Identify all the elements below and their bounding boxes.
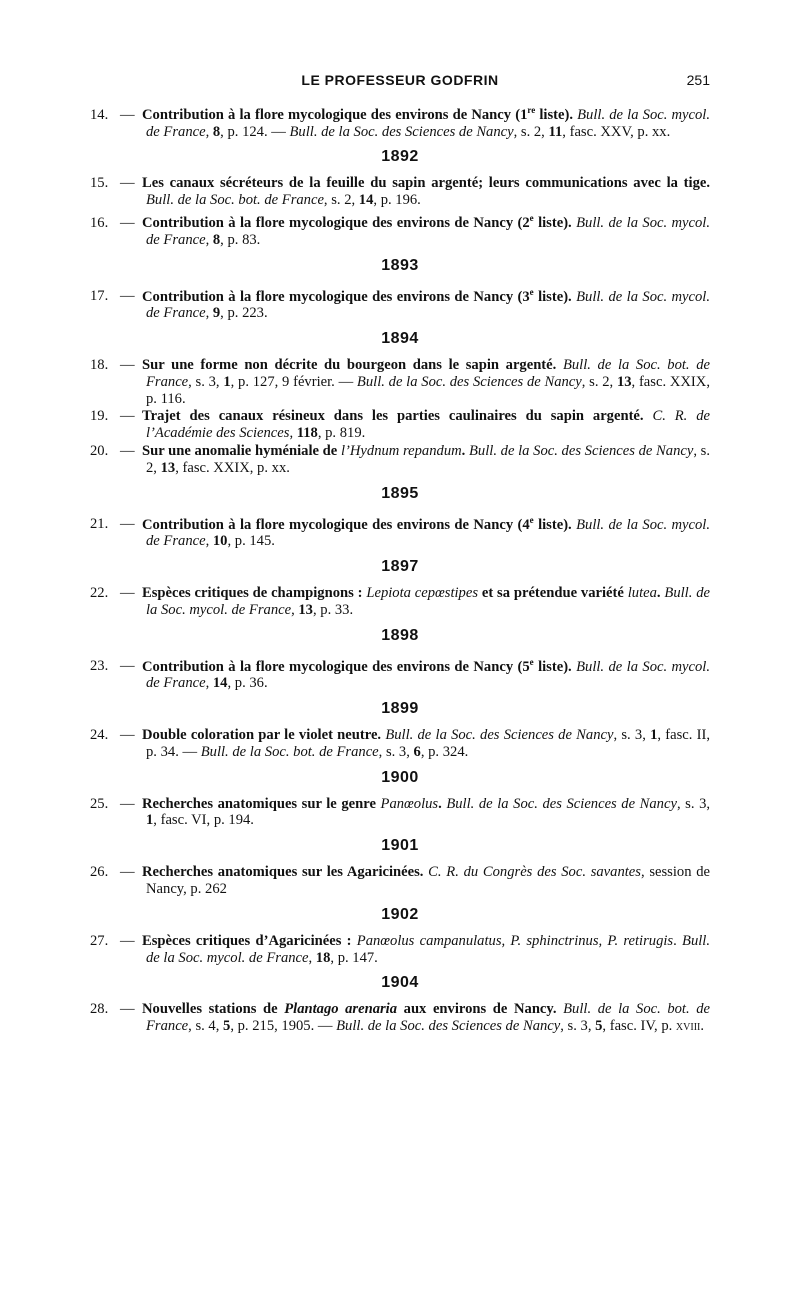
bibliography-entry (90, 357, 710, 407)
entry-text: Contribution à la flore mycologique des environs de Nancy (3 (142, 288, 530, 305)
entry-text: liste). (533, 214, 577, 231)
entry-text: , (205, 305, 213, 322)
entry-number: 22. (90, 584, 109, 601)
entry-text: Bull. de la Soc. des Sciences de Nancy (336, 1018, 561, 1035)
entry-text: 8 (212, 231, 221, 248)
entry-text: Bull. de la Soc. bot. de France (200, 743, 379, 760)
entry-text: Bull. de la Soc. mycol. de France (146, 516, 711, 550)
entry-text: e (529, 514, 534, 525)
year-heading: 1901 (381, 837, 419, 855)
entry-number: 17. (90, 288, 109, 305)
entry-dash: — (120, 1001, 135, 1018)
entry-text: 18 (315, 949, 331, 966)
entry-dash: — (120, 214, 135, 231)
bibliography-entry (90, 727, 710, 761)
entry-text: , p. 127, 9 février. — (230, 373, 357, 390)
entry-text: Bull. de la Soc. mycol. de France (146, 214, 711, 248)
year-heading: 1897 (381, 557, 419, 575)
entry-text: . (656, 584, 665, 601)
bibliography-entry (90, 933, 710, 967)
entry-dash: — (120, 442, 135, 459)
entry-number: 28. (90, 1001, 109, 1018)
entry-text: Trajet des canaux résineux dans les parties caulinaires du sapin argenté. (142, 408, 653, 425)
entry-text: Bull. de la Soc. des Sciences de Nancy (385, 727, 614, 744)
entry-text: , session de Nancy, p. 262 (146, 864, 711, 898)
entry-text: Bull. de la Soc. mycol. de France (146, 584, 710, 618)
entry-text: lutea (627, 584, 657, 601)
entry-dash: — (120, 658, 135, 675)
entry-number: 23. (90, 658, 109, 675)
entry-text: C. R. de l’Académie des Sciences (146, 408, 710, 442)
entry-text: liste). (533, 288, 577, 305)
entry-text: Lepiota cepœstipes (366, 584, 479, 601)
entry-text: l’Hydnum repandum (340, 442, 462, 459)
entry-number: 16. (90, 214, 109, 231)
entry-text: 1 (223, 373, 231, 390)
year-heading: 1894 (381, 329, 419, 347)
entry-number: 18. (90, 356, 109, 373)
entry-text: , s. 3, (188, 373, 224, 390)
entry-text: , p. 36. (227, 675, 268, 692)
entry-text: 6 (413, 743, 421, 760)
bibliography-entry (90, 102, 710, 140)
entry-number: 25. (90, 795, 109, 812)
entry-text: , s. 3, (676, 795, 711, 812)
entry-text: Bull. de la Soc. des Sciences de Nancy (469, 442, 694, 459)
year-heading: 1892 (381, 148, 419, 166)
entry-text: 5 (223, 1018, 231, 1035)
entry-number: 14. (90, 106, 109, 123)
bibliography-entry (90, 585, 710, 619)
year-heading: 1902 (381, 905, 419, 923)
entry-text: 118 (296, 425, 318, 442)
entry-dash: — (120, 932, 135, 949)
entry-text: xviii (675, 1018, 701, 1035)
entry-text: . (673, 932, 683, 949)
entry-text: , s. 2, (146, 442, 711, 476)
entry-text: C. R. du Congrès des Soc. savantes (428, 864, 641, 881)
entry-text: liste). (535, 106, 578, 123)
entry-number: 21. (90, 516, 109, 533)
entry-text: Panœolus (380, 795, 439, 812)
entry-text: , p. 819. (317, 425, 366, 442)
entry-dash: — (120, 408, 135, 425)
entry-text: e (529, 286, 534, 297)
entry-text: , p. 223. (220, 305, 268, 322)
year-heading: 1898 (381, 626, 419, 644)
entry-text: , (205, 231, 213, 248)
entry-text: , (289, 425, 297, 442)
entry-text: , p. 147. (330, 949, 378, 966)
entry-text: liste). (533, 516, 577, 533)
entry-text: , p. 33. (312, 601, 354, 618)
entry-number: 26. (90, 864, 109, 881)
entry-text: . (438, 795, 447, 812)
entry-dash: — (120, 727, 135, 744)
entry-text: Contribution à la flore mycologique des environs de Nancy (5 (142, 658, 530, 675)
entry-dash: — (120, 864, 135, 881)
entry-text: 9 (212, 305, 221, 322)
entry-number: 27. (90, 932, 109, 949)
bibliography-entry (90, 284, 710, 322)
entry-dash: — (120, 288, 135, 305)
entry-text: 5 (595, 1018, 603, 1035)
entry-text: 13 (616, 373, 632, 390)
entry-text: Bull. de la Soc. bot. de France (146, 1001, 710, 1035)
entry-text: , (308, 949, 316, 966)
entry-text: e (529, 213, 534, 224)
entry-text: re (527, 105, 536, 115)
entry-text: 8 (212, 123, 221, 140)
entry-text: e (529, 656, 534, 667)
entry-number: 15. (90, 175, 109, 192)
entry-text: . (461, 442, 469, 459)
entry-text: , p. 83. (220, 231, 261, 248)
entry-text: , p. 196. (373, 192, 421, 209)
bibliography-entry (90, 654, 710, 692)
bibliography-entry (90, 796, 710, 830)
entry-text: . (700, 1018, 705, 1035)
entry-text: Nouvelles stations de (142, 1001, 285, 1018)
entry-text: 1 (650, 727, 658, 744)
entry-number: 19. (90, 408, 109, 425)
bibliography-entry (90, 210, 710, 248)
year-heading: 1893 (381, 256, 419, 274)
entry-text: aux environs de Nancy. (397, 1001, 564, 1018)
entry-number: 24. (90, 727, 109, 744)
entry-text: Bull. de la Soc. des Sciences de Nancy (446, 795, 677, 812)
entry-text: Bull. de la Soc. des Sciences de Nancy (356, 373, 582, 390)
entry-text: Les canaux sécréteurs de la feuille du sapin argenté; leurs communications avec la tige. (142, 175, 710, 192)
entry-dash: — (120, 106, 135, 123)
entry-text: , fasc. XXIX, p. xx. (175, 459, 290, 476)
entry-text: , fasc. IV, p. (602, 1018, 676, 1035)
entry-text: liste). (533, 658, 577, 675)
entry-text: , s. 2, (581, 373, 617, 390)
entry-dash: — (120, 516, 135, 533)
entry-text: Contribution à la flore mycologique des environs de Nancy (1 (142, 106, 528, 123)
entry-text: , s. 3, (613, 727, 651, 744)
entry-text: , fasc. XXV, p. xx. (562, 123, 671, 140)
entry-text: Panœolus campanulatus, P. sphinctrinus, P. retirugis (356, 932, 674, 949)
entry-number: 20. (90, 442, 109, 459)
entry-text: Bull. de la Soc. mycol. de France (146, 288, 711, 322)
entry-text: 13 (160, 459, 176, 476)
entry-dash: — (120, 175, 135, 192)
bibliography-entry (90, 864, 710, 898)
entry-text: Bull. de la Soc. mycol. de France (146, 106, 710, 140)
running-title: LE PROFESSEUR GODFRIN (301, 72, 499, 88)
entry-dash: — (120, 795, 135, 812)
entry-text: Bull. de la Soc. bot. de France (146, 356, 710, 390)
entry-dash: — (120, 356, 135, 373)
entry-text: , (205, 533, 213, 550)
entry-text: , (205, 675, 213, 692)
year-heading: 1900 (381, 768, 419, 786)
page-number: 251 (686, 72, 710, 88)
entry-text: Plantago arenaria (284, 1001, 398, 1018)
entry-text: Recherches anatomiques sur le genre (142, 795, 381, 812)
bibliography-entry (90, 512, 710, 550)
entry-text: Recherches anatomiques sur les Agaricinées. (142, 864, 429, 881)
entry-text: et sa prétendue variété (478, 584, 628, 601)
entry-text: , (205, 123, 213, 140)
bibliography-entry (90, 1001, 710, 1035)
running-head (90, 72, 710, 96)
entry-text: 14 (212, 675, 228, 692)
entry-text: , s. 4, (188, 1018, 224, 1035)
entry-dash: — (120, 584, 135, 601)
entry-text: Double coloration par le violet neutre. (142, 727, 386, 744)
entry-text: Bull. de la Soc. bot. de France (146, 192, 324, 209)
entry-text: , s. 2, (323, 192, 359, 209)
entry-text: 1 (146, 812, 154, 829)
entry-text: Contribution à la flore mycologique des environs de Nancy (4 (142, 516, 530, 533)
entry-text: , fasc. II, p. 34. — (146, 727, 710, 760)
entry-text: , s. 2, (513, 123, 549, 140)
entry-text: , p. 215, 1905. — (230, 1018, 337, 1035)
bibliography-entry (90, 175, 710, 209)
year-heading: 1904 (381, 974, 419, 992)
entry-text: Contribution à la flore mycologique des environs de Nancy (2 (142, 214, 530, 231)
entry-text: Espèces critiques d’Agaricinées : (142, 932, 357, 949)
entry-text: Sur une forme non décrite du bourgeon dans le sapin argenté. (142, 356, 563, 373)
entry-text: Bull. de la Soc. des Sciences de Nancy (289, 123, 514, 140)
entry-text: Bull. de la Soc. mycol. de France (146, 658, 711, 692)
entry-text: , s. 3, (560, 1018, 596, 1035)
entry-text: , fasc. VI, p. 194. (153, 812, 254, 829)
entry-text: Espèces critiques de champignons : (142, 584, 367, 601)
entry-text: 13 (298, 601, 313, 618)
entry-text: , s. 3, (378, 743, 414, 760)
entry-text: , (291, 601, 299, 618)
year-heading: 1895 (381, 484, 419, 502)
bibliography-list (90, 102, 710, 1036)
entry-text: 10 (212, 533, 228, 550)
bibliography-entry (90, 408, 710, 442)
year-heading: 1899 (381, 700, 419, 718)
entry-text: , p. 124. — (220, 123, 290, 140)
bibliography-entry (90, 443, 710, 477)
entry-text: , p. 324. (420, 743, 469, 760)
entry-text: , p. 145. (227, 533, 275, 550)
entry-text: , fasc. XXIX, p. 116. (146, 373, 710, 407)
entry-text: Bull. de la Soc. mycol. de France (146, 932, 711, 966)
entry-text: 14 (358, 192, 374, 209)
entry-text: Sur une anomalie hyméniale de (142, 442, 341, 459)
entry-text: 11 (548, 123, 563, 140)
